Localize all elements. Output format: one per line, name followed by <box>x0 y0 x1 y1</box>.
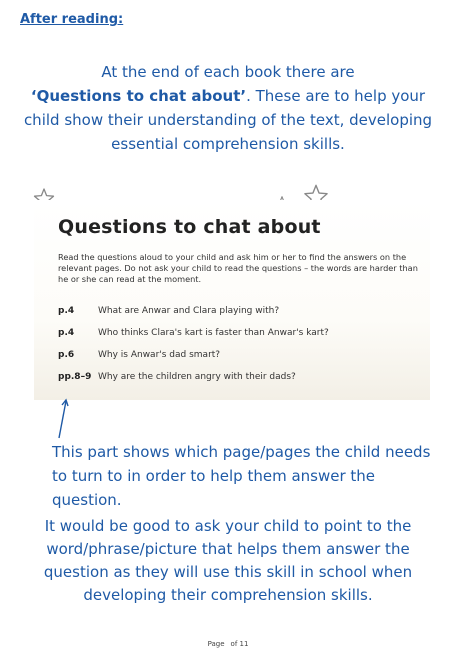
question-row <box>58 306 279 316</box>
book-description: Read the questions aloud to your child and ask him or her to find the answers on the relevant pages. Do not ask your child to read the questions – the words are harder than he or she can read at the moment. <box>58 252 418 284</box>
question-page: p.4 <box>58 328 75 338</box>
intro-rest: . These are to help your child show their understanding of the text, developing essential comprehension skills. <box>23 87 433 153</box>
book-title: Questions to chat about <box>58 216 321 238</box>
pointing-tip: It would be good to ask your child to point to the word/phrase/picture that helps them answer the question as they will use this skill in school when developing their comprehension skills. <box>43 517 413 604</box>
intro-quote-open: ‘ <box>30 87 37 105</box>
question-text: Why is Anwar's dad smart? <box>98 350 221 360</box>
arrow-up-icon <box>56 398 70 440</box>
question-row <box>58 350 220 360</box>
question-text: Why are the children angry with their dads? <box>98 372 296 382</box>
question-page: pp.8–9 <box>58 372 92 382</box>
question-text: Who thinks Clara's kart is faster than Anwar's kart? <box>98 328 329 338</box>
intro-paragraph <box>20 60 436 156</box>
question-page: p.6 <box>58 350 75 360</box>
section-heading: After reading: <box>20 12 124 27</box>
intro-quote-close: ’ <box>240 87 247 105</box>
book-page-excerpt <box>34 200 430 400</box>
intro-bold-title: Questions to chat about <box>36 87 241 105</box>
question-page: p.4 <box>58 306 75 316</box>
intro-line1: At the end of each book there are <box>101 63 355 81</box>
page-label: Page <box>207 640 225 648</box>
page-footer <box>0 640 456 648</box>
page-count: of 11 <box>230 640 249 648</box>
page-reference-explanation: This part shows which page/pages the child needs to turn to in order to help them answer the question. <box>52 443 431 509</box>
question-text: What are Anwar and Clara playing with? <box>98 306 280 316</box>
question-row <box>58 328 329 338</box>
question-row <box>58 372 296 382</box>
